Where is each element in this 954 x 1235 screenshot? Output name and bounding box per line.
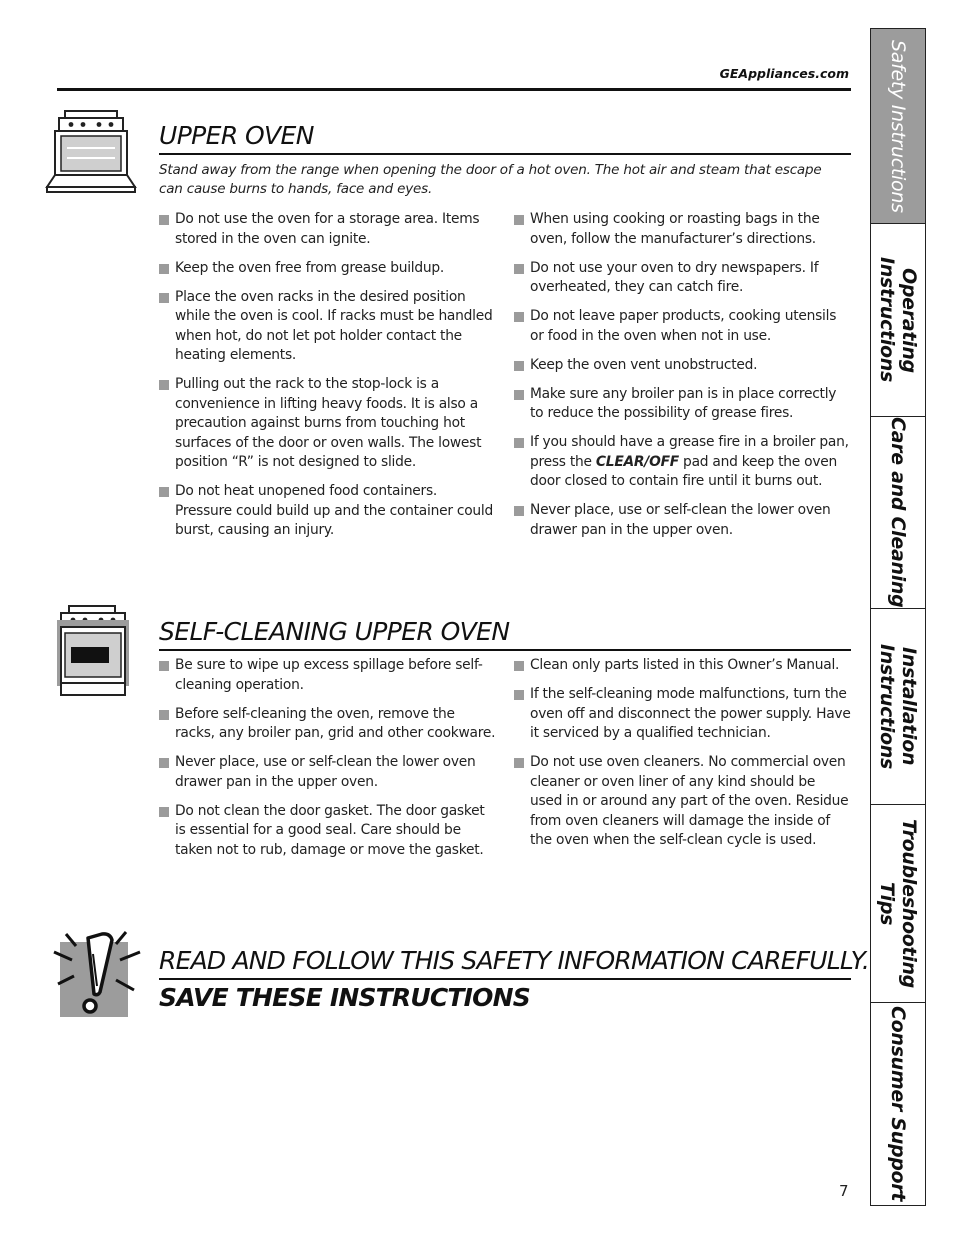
save-instructions-title: SAVE THESE INSTRUCTIONS [159, 983, 530, 1012]
section-rule [159, 153, 851, 155]
bullet-square-icon [159, 758, 169, 768]
upper-oven-right-column [514, 210, 851, 550]
self-cleaning-left-column [159, 656, 496, 870]
list-item: Keep the oven free from grease buildup. [159, 259, 496, 279]
bullet-square-icon [514, 661, 524, 671]
self-cleaning-right-column [514, 656, 851, 860]
section-title-self-cleaning: SELF-CLEANING UPPER OVEN [159, 617, 510, 646]
bullet-square-icon [159, 215, 169, 225]
list-item: Clean only parts listed in this Owner’s Manual. [514, 656, 851, 676]
list-item: Before self-cleaning the oven, remove the racks, any broiler pan, grid and other cookware. [159, 705, 496, 744]
bullet-square-icon [514, 361, 524, 371]
bullet-square-icon [514, 438, 524, 448]
list-item: Place the oven racks in the desired position while the oven is cool. If racks must be handled when hot, do not let pot holder contact the heating elements. [159, 288, 496, 366]
list-item: Do not heat unopened food containers. Pressure could build up and the container could burst, causing an injury. [159, 482, 496, 541]
tab-label: Operating Instructions [876, 257, 920, 383]
list-item: Never place, use or self-clean the lower oven drawer pan in the upper oven. [514, 501, 851, 540]
list-item: Do not clean the door gasket. The door gasket is essential for a good seal. Care should be taken not to rub, damage or move the gasket. [159, 802, 496, 861]
bullet-square-icon [159, 661, 169, 671]
tab-label: Installation Instructions [876, 643, 920, 770]
bullet-square-icon [514, 758, 524, 768]
list-item: Do not use the oven for a storage area. Items stored in the oven can ignite. [159, 210, 496, 249]
list-item: Keep the oven vent unobstructed. [514, 356, 851, 376]
tab-care-and-cleaning[interactable] [870, 417, 926, 609]
upper-oven-left-column [159, 210, 496, 550]
tab-label: Care and Cleaning [887, 417, 909, 608]
top-rule [57, 88, 851, 91]
bullet-square-icon [514, 506, 524, 516]
bullet-square-icon [159, 807, 169, 817]
list-item: Never place, use or self-clean the lower oven drawer pan in the upper oven. [159, 753, 496, 792]
bullet-square-icon [514, 264, 524, 274]
list-item: If the self-cleaning mode malfunctions, turn the oven off and disconnect the power supply. Have it serviced by a qualified technician. [514, 685, 851, 744]
list-item: Make sure any broiler pan is in place correctly to reduce the possibility of grease fires. [514, 385, 851, 424]
upper-oven-intro: Stand away from the range when opening the door of a hot oven. The hot air and steam that escape can cause burns to hands, face and eyes. [159, 162, 822, 197]
bullet-square-icon [159, 710, 169, 720]
tab-label: Consumer Support [887, 1006, 909, 1202]
page-number: 7 [839, 1182, 849, 1200]
section-rule [159, 649, 851, 651]
list-item: Be sure to wipe up excess spillage before self-cleaning operation. [159, 656, 496, 695]
oven-open-door-icon [45, 108, 137, 200]
list-item: Pulling out the rack to the stop-lock is a convenience in lifting heavy foods. It is also a precaution against burns from touching hot surfaces of the door or oven walls. The lowest position “R” is not designed to slide. [159, 375, 496, 473]
section-rule [159, 978, 851, 980]
tab-consumer-support[interactable] [870, 1003, 926, 1206]
clear-off-key: CLEAR/OFF [595, 453, 679, 470]
bullet-square-icon [159, 380, 169, 390]
tab-troubleshooting-tips[interactable] [870, 805, 926, 1003]
list-item: If you should have a grease fire in a broiler pan, press the CLEAR/OFF pad and keep the oven door closed to contain fire until it burns out. [514, 433, 851, 492]
list-item: Do not use oven cleaners. No commercial oven cleaner or oven liner of any kind should be used in or around any part of the oven. Residue from oven cleaners will damage the inside of the oven when the self-clean cycle is used. [514, 753, 851, 851]
section-tabs [870, 28, 926, 1206]
tab-installation-instructions[interactable] [870, 609, 926, 805]
site-url: GEAppliances.com [719, 66, 849, 81]
warning-exclamation-icon [50, 928, 146, 1020]
list-item: When using cooking or roasting bags in the oven, follow the manufacturer’s directions. [514, 210, 851, 249]
bullet-square-icon [514, 690, 524, 700]
bullet-square-icon [514, 390, 524, 400]
bullet-square-icon [159, 487, 169, 497]
list-item: Do not use your oven to dry newspapers. If overheated, they can catch fire. [514, 259, 851, 298]
list-item: Do not leave paper products, cooking utensils or food in the oven when not in use. [514, 307, 851, 346]
tab-safety-instructions[interactable] [870, 28, 926, 224]
bullet-square-icon [514, 312, 524, 322]
bullet-square-icon [159, 293, 169, 303]
tab-label: Safety Instructions [887, 39, 909, 213]
bullet-square-icon [159, 264, 169, 274]
self-clean-oven-icon [57, 605, 129, 699]
safety-warning-title: READ AND FOLLOW THIS SAFETY INFORMATION CAREFULLY. [159, 946, 870, 975]
section-title-upper-oven: UPPER OVEN [159, 121, 314, 150]
tab-operating-instructions[interactable] [870, 224, 926, 417]
bullet-square-icon [514, 215, 524, 225]
tab-label: Troubleshooting Tips [876, 819, 920, 988]
